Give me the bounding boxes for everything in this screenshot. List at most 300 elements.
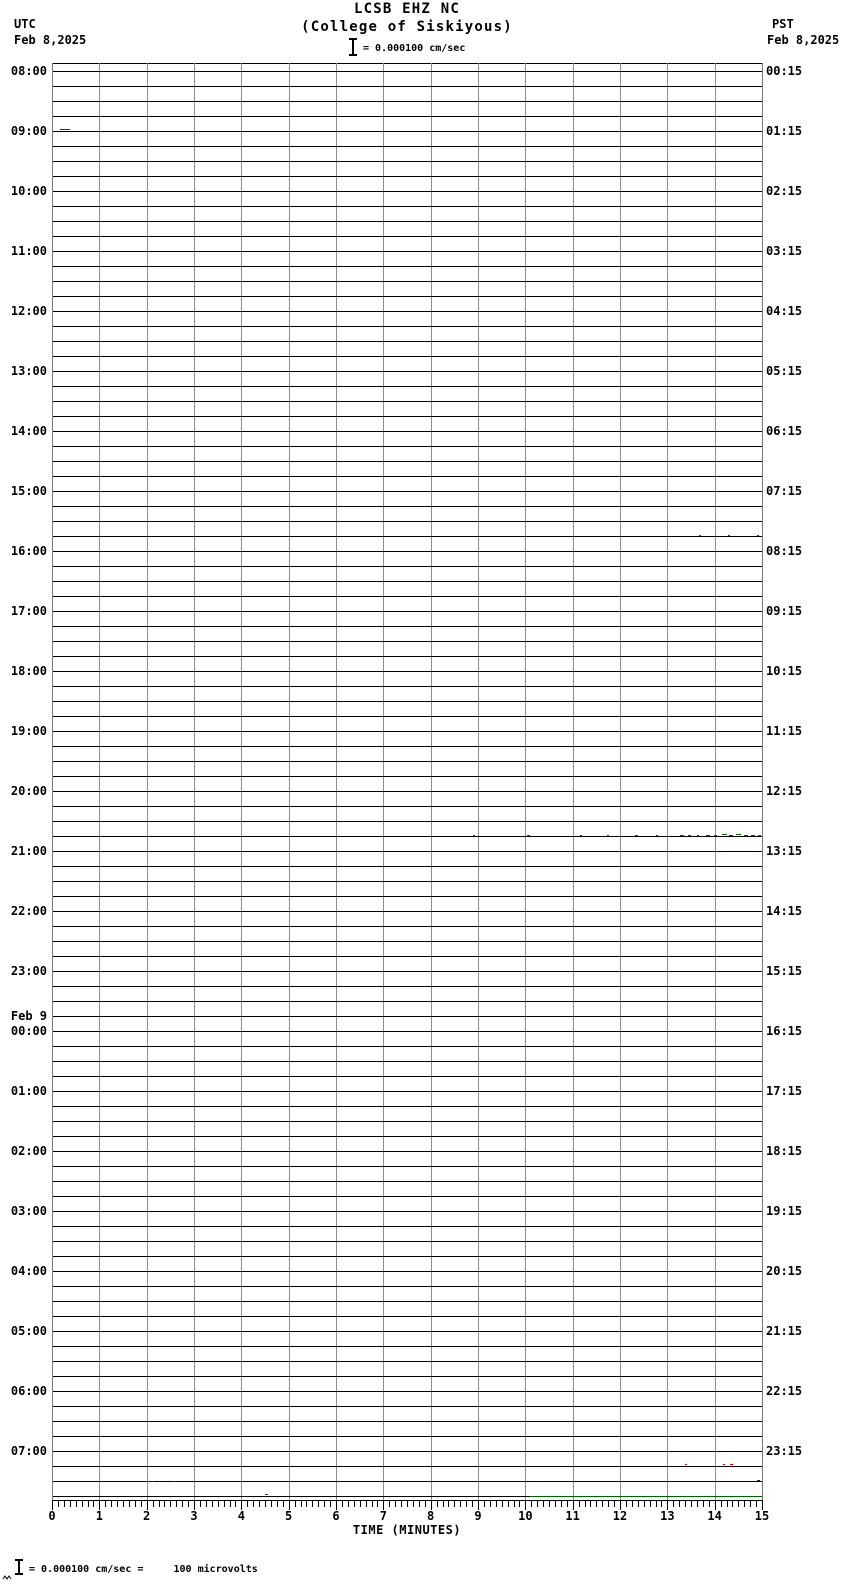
trace-line [53, 311, 762, 312]
axis-tick [253, 1501, 254, 1507]
trace-line [53, 86, 762, 87]
minute-gridline [147, 63, 148, 1500]
trace-line [53, 1391, 762, 1392]
axis-tick [608, 1501, 609, 1507]
footer-ibeam-icon [14, 1559, 24, 1579]
axis-tick [188, 1501, 189, 1507]
axis-tick [543, 1501, 544, 1507]
noise-mark [757, 1480, 760, 1481]
axis-tick [555, 1501, 556, 1507]
pst-timezone-label: PST [772, 17, 794, 31]
axis-tick [596, 1501, 597, 1507]
noise-mark [758, 835, 761, 836]
hour-label-pst: 06:15 [766, 424, 803, 438]
noise-mark [729, 835, 733, 836]
trace-line [53, 446, 762, 447]
trace-line [53, 611, 762, 612]
axis-tick [265, 1501, 266, 1507]
trace-line [53, 731, 762, 732]
trace-line [53, 806, 762, 807]
noise-mark [473, 835, 475, 836]
trace-line [53, 626, 762, 627]
trace-line [53, 566, 762, 567]
axis-tick-label: 11 [565, 1509, 580, 1523]
axis-tick [466, 1501, 467, 1507]
trace-line [53, 581, 762, 582]
noise-mark [730, 1464, 733, 1465]
axis-tick-label: 6 [332, 1509, 340, 1523]
axis-tick [484, 1501, 485, 1507]
axis-tick [366, 1501, 367, 1507]
trace-line [53, 851, 762, 852]
hour-label-pst: 13:15 [766, 844, 803, 858]
axis-tick [644, 1501, 645, 1507]
utc-date-label: Feb 8,2025 [14, 33, 87, 47]
axis-tick [182, 1501, 183, 1507]
axis-tick [354, 1501, 355, 1507]
axis-tick [212, 1501, 213, 1507]
axis-tick-label: 5 [285, 1509, 293, 1523]
hour-label-pst: 07:15 [766, 484, 803, 498]
axis-tick-label: 10 [518, 1509, 533, 1523]
axis-tick [377, 1501, 378, 1507]
trace-line [53, 686, 762, 687]
axis-tick [218, 1501, 219, 1507]
hour-label-pst: 09:15 [766, 604, 803, 618]
hour-label-utc: 09:00 [10, 124, 47, 138]
trace-line [53, 1001, 762, 1002]
hour-label-utc: 20:00 [10, 784, 47, 798]
trace-line [53, 371, 762, 372]
axis-tick [330, 1501, 331, 1507]
trace-line [53, 236, 762, 237]
noise-mark [527, 835, 530, 836]
axis-tick [514, 1501, 515, 1507]
trace-line [53, 791, 762, 792]
axis-tick [443, 1501, 444, 1507]
noise-mark [728, 535, 730, 536]
hour-label-utc: 02:00 [10, 1144, 47, 1158]
noise-mark [706, 835, 710, 836]
x-axis-title: TIME (MINUTES) [352, 1523, 462, 1537]
hour-label-pst: 11:15 [766, 724, 803, 738]
axis-tick [691, 1501, 692, 1507]
hour-label-utc: 15:00 [10, 484, 47, 498]
trace-line [53, 1166, 762, 1167]
axis-tick [230, 1501, 231, 1507]
noise-mark [697, 835, 699, 836]
hour-label-pst: 14:15 [766, 904, 803, 918]
day-break-label: Feb 9 [10, 1009, 47, 1023]
hour-label-pst: 01:15 [766, 124, 803, 138]
trace-line [53, 416, 762, 417]
minute-gridline [52, 63, 53, 1500]
trace-line [53, 1211, 762, 1212]
axis-tick [561, 1501, 562, 1507]
noise-mark [688, 835, 691, 836]
hour-label-utc: 04:00 [10, 1264, 47, 1278]
hour-label-pst: 20:15 [766, 1264, 803, 1278]
trace-line [53, 1091, 762, 1092]
hour-label-utc: 06:00 [10, 1384, 47, 1398]
trace-line [53, 911, 762, 912]
trace-line [53, 1226, 762, 1227]
axis-tick [141, 1501, 142, 1507]
axis-tick [727, 1501, 728, 1507]
noise-mark [723, 1464, 725, 1465]
axis-tick [496, 1501, 497, 1507]
axis-tick [454, 1501, 455, 1507]
axis-tick-label: 14 [707, 1509, 722, 1523]
footer-scale-note: = 0.000100 cm/sec = 100 microvolts [29, 1564, 258, 1575]
axis-tick [93, 1501, 94, 1507]
trace-line [53, 191, 762, 192]
trace-line [53, 1181, 762, 1182]
minute-gridline [525, 63, 526, 1500]
trace-line [53, 431, 762, 432]
trace-line [53, 761, 762, 762]
axis-tick [614, 1501, 615, 1507]
axis-tick [738, 1501, 739, 1507]
hour-label-pst: 05:15 [766, 364, 803, 378]
noise-mark [656, 835, 658, 836]
axis-tick-label: 1 [95, 1509, 103, 1523]
trace-line [53, 896, 762, 897]
trace-line [53, 596, 762, 597]
trace-line [53, 1151, 762, 1152]
axis-tick [295, 1501, 296, 1507]
axis-tick [389, 1501, 390, 1507]
trace-line [53, 1361, 762, 1362]
trace-line [53, 266, 762, 267]
axis-tick [650, 1501, 651, 1507]
hour-label-pst: 00:15 [766, 64, 803, 78]
axis-tick [306, 1501, 307, 1507]
trace-line [53, 1046, 762, 1047]
trace-line [53, 1031, 762, 1032]
hour-label-pst: 19:15 [766, 1204, 803, 1218]
axis-tick [709, 1501, 710, 1507]
axis-tick [519, 1501, 520, 1507]
trace-line [53, 386, 762, 387]
hour-label-pst: 17:15 [766, 1084, 803, 1098]
axis-tick-label: 12 [612, 1509, 628, 1523]
hour-label-pst: 03:15 [766, 244, 803, 258]
trace-line [53, 1196, 762, 1197]
trace-line [53, 881, 762, 882]
noise-mark [736, 834, 741, 835]
axis-tick [324, 1501, 325, 1507]
noise-mark [580, 835, 582, 836]
noise-mark [685, 1464, 687, 1465]
hour-label-utc: 07:00 [10, 1444, 47, 1458]
noise-mark [680, 835, 684, 836]
hour-label-utc: 21:00 [10, 844, 47, 858]
minute-gridline [336, 63, 337, 1500]
grid-border-top [52, 63, 763, 64]
hour-label-pst: 12:15 [766, 784, 803, 798]
axis-tick [549, 1501, 550, 1507]
trace-line [53, 401, 762, 402]
scale-label: = 0.000100 cm/sec [363, 43, 466, 54]
hour-label-pst: 23:15 [766, 1444, 803, 1458]
axis-tick [419, 1501, 420, 1507]
axis-tick [732, 1501, 733, 1507]
axis-tick [460, 1501, 461, 1507]
axis-tick-label: 8 [427, 1509, 435, 1523]
axis-tick [277, 1501, 278, 1507]
axis-tick [502, 1501, 503, 1507]
minute-gridline [194, 63, 195, 1500]
station-title: LCSB EHZ NC [354, 1, 460, 17]
trace-line [53, 341, 762, 342]
noise-mark [152, 1481, 154, 1482]
axis-tick-label: 0 [48, 1509, 56, 1523]
axis-tick [164, 1501, 165, 1507]
axis-tick [585, 1501, 586, 1507]
minute-gridline [762, 63, 763, 1500]
axis-tick [271, 1501, 272, 1507]
axis-tick [685, 1501, 686, 1507]
trace-line [53, 671, 762, 672]
axis-tick [301, 1501, 302, 1507]
axis-tick [224, 1501, 225, 1507]
trace-line [53, 776, 762, 777]
axis-tick [750, 1501, 751, 1507]
trace-line [53, 1376, 762, 1377]
trace-line [53, 491, 762, 492]
trace-line [53, 521, 762, 522]
utc-timezone-label: UTC [14, 17, 36, 31]
noise-mark [699, 535, 701, 536]
axis-tick [756, 1501, 757, 1507]
minute-gridline [241, 63, 242, 1500]
axis-tick [318, 1501, 319, 1507]
trace-line [53, 716, 762, 717]
minute-gridline [99, 63, 100, 1500]
trace-line [53, 176, 762, 177]
trace-line [53, 821, 762, 822]
hour-label-utc: 17:00 [10, 604, 47, 618]
axis-tick [508, 1501, 509, 1507]
axis-tick [413, 1501, 414, 1507]
hour-label-utc: 23:00 [10, 964, 47, 978]
axis-tick [656, 1501, 657, 1507]
trace-line [53, 1076, 762, 1077]
axis-tick [661, 1501, 662, 1507]
axis-tick [602, 1501, 603, 1507]
trace-line [53, 161, 762, 162]
active-trace-segment [530, 1496, 762, 1497]
hour-label-utc: 18:00 [10, 664, 47, 678]
trace-line [53, 836, 762, 837]
trace-line [53, 1451, 762, 1452]
minute-gridline [573, 63, 574, 1500]
minute-gridline [715, 63, 716, 1500]
axis-tick [135, 1501, 136, 1507]
noise-mark [722, 834, 727, 835]
trace-line [53, 146, 762, 147]
trace-line [53, 536, 762, 537]
noise-mark [751, 835, 755, 836]
trace-line [53, 701, 762, 702]
axis-tick [129, 1501, 130, 1507]
minute-gridline [431, 63, 432, 1500]
axis-tick [531, 1501, 532, 1507]
axis-tick [123, 1501, 124, 1507]
pst-date-label: Feb 8,2025 [767, 33, 840, 47]
hour-label-pst: 16:15 [766, 1024, 803, 1038]
axis-tick [490, 1501, 491, 1507]
axis-tick [537, 1501, 538, 1507]
trace-line [53, 641, 762, 642]
trace-line [53, 1271, 762, 1272]
noise-mark [173, 1481, 175, 1482]
hour-label-pst: 18:15 [766, 1144, 803, 1158]
axis-tick [348, 1501, 349, 1507]
axis-tick [200, 1501, 201, 1507]
noise-mark [744, 835, 748, 836]
axis-tick [472, 1501, 473, 1507]
trace-line [53, 461, 762, 462]
axis-tick [58, 1501, 59, 1507]
axis-tick [579, 1501, 580, 1507]
hour-label-utc: 00:00 [10, 1024, 47, 1038]
axis-tick [679, 1501, 680, 1507]
hour-label-utc: 05:00 [10, 1324, 47, 1338]
hour-label-utc: 12:00 [10, 304, 47, 318]
axis-tick [82, 1501, 83, 1507]
axis-tick [64, 1501, 65, 1507]
trace-line [53, 1466, 762, 1467]
axis-tick [407, 1501, 408, 1507]
trace-line [53, 71, 762, 72]
hour-label-pst: 15:15 [766, 964, 803, 978]
trace-line [53, 1106, 762, 1107]
hour-label-pst: 04:15 [766, 304, 803, 318]
trace-line [53, 656, 762, 657]
axis-tick [117, 1501, 118, 1507]
axis-tick [70, 1501, 71, 1507]
axis-tick [88, 1501, 89, 1507]
hour-label-utc: 22:00 [10, 904, 47, 918]
trace-line [53, 101, 762, 102]
trace-line [53, 206, 762, 207]
trace-line [53, 131, 762, 132]
axis-tick [206, 1501, 207, 1507]
hour-label-pst: 22:15 [766, 1384, 803, 1398]
trace-line [53, 281, 762, 282]
axis-tick [425, 1501, 426, 1507]
axis-tick [744, 1501, 745, 1507]
noise-mark [60, 129, 70, 130]
trace-line [53, 551, 762, 552]
axis-tick [401, 1501, 402, 1507]
trace-line [53, 941, 762, 942]
trace-line [53, 1016, 762, 1017]
axis-tick [632, 1501, 633, 1507]
axis-tick [76, 1501, 77, 1507]
axis-tick [590, 1501, 591, 1507]
axis-tick-label: 15 [754, 1509, 770, 1523]
axis-tick-label: 4 [237, 1509, 245, 1523]
trace-line [53, 956, 762, 957]
axis-tick [159, 1501, 160, 1507]
axis-tick [567, 1501, 568, 1507]
axis-tick [697, 1501, 698, 1507]
trace-line [53, 1256, 762, 1257]
trace-line [53, 1316, 762, 1317]
noise-mark [714, 835, 717, 836]
axis-tick [721, 1501, 722, 1507]
minute-gridline [478, 63, 479, 1500]
axis-tick [259, 1501, 260, 1507]
hour-label-utc: 16:00 [10, 544, 47, 558]
axis-tick [638, 1501, 639, 1507]
trace-line [53, 296, 762, 297]
trace-line [53, 1136, 762, 1137]
hour-label-utc: 03:00 [10, 1204, 47, 1218]
axis-tick-label: 7 [379, 1509, 387, 1523]
hour-label-pst: 10:15 [766, 664, 803, 678]
axis-tick [372, 1501, 373, 1507]
trace-line [53, 326, 762, 327]
trace-line [53, 1331, 762, 1332]
trace-line [53, 986, 762, 987]
trace-line [53, 251, 762, 252]
trace-line [53, 1061, 762, 1062]
trace-line [53, 116, 762, 117]
trace-line [53, 1481, 762, 1482]
axis-tick [395, 1501, 396, 1507]
trace-line [53, 1436, 762, 1437]
hour-label-utc: 14:00 [10, 424, 47, 438]
axis-tick [703, 1501, 704, 1507]
trace-line [53, 1286, 762, 1287]
minute-gridline [383, 63, 384, 1500]
axis-tick [111, 1501, 112, 1507]
axis-tick-label: 2 [143, 1509, 151, 1523]
axis-tick [673, 1501, 674, 1507]
trace-line [53, 746, 762, 747]
minute-gridline [620, 63, 621, 1500]
axis-tick-label: 13 [660, 1509, 675, 1523]
hour-label-utc: 11:00 [10, 244, 47, 258]
axis-tick [153, 1501, 154, 1507]
axis-tick [170, 1501, 171, 1507]
axis-tick [342, 1501, 343, 1507]
axis-tick [360, 1501, 361, 1507]
trace-line [53, 1301, 762, 1302]
hour-label-pst: 21:15 [766, 1324, 803, 1338]
axis-tick [247, 1501, 248, 1507]
trace-line [53, 866, 762, 867]
hour-label-utc: 13:00 [10, 364, 47, 378]
hour-label-utc: 08:00 [10, 64, 47, 78]
trace-line [53, 476, 762, 477]
trace-line [53, 221, 762, 222]
axis-tick [283, 1501, 284, 1507]
axis-tick [437, 1501, 438, 1507]
hour-label-utc: 19:00 [10, 724, 47, 738]
axis-tick [105, 1501, 106, 1507]
trace-line [53, 1346, 762, 1347]
axis-tick-label: 3 [190, 1509, 198, 1523]
trace-line [53, 506, 762, 507]
trace-line [53, 356, 762, 357]
axis-tick [312, 1501, 313, 1507]
axis-tick-label: 9 [474, 1509, 482, 1523]
